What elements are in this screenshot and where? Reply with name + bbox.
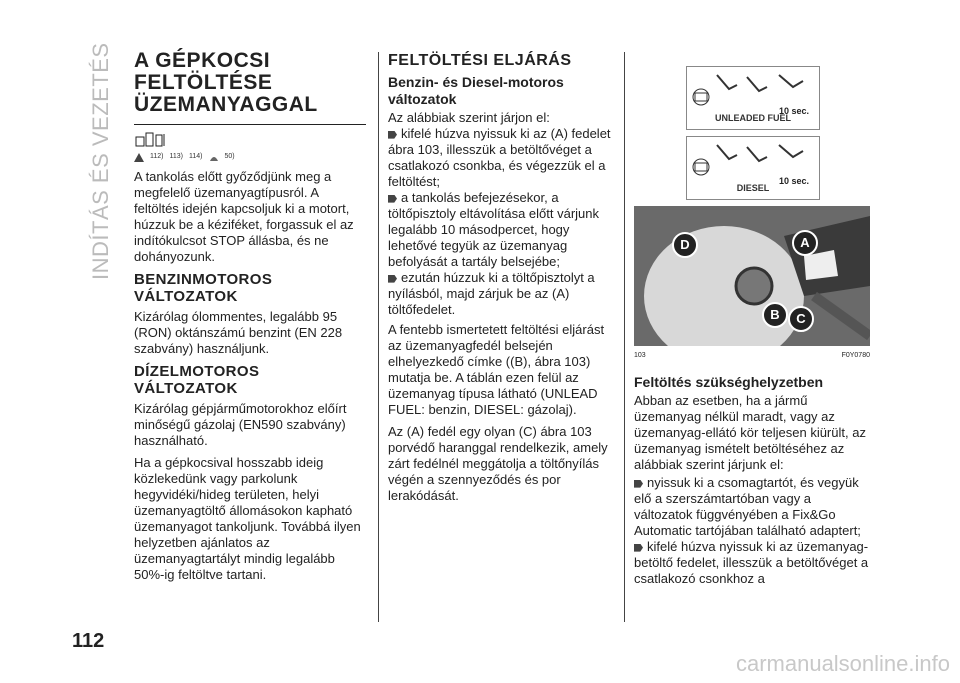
- intro-text: A tankolás előtt győződjünk meg a megfelelő üzemanyagtípusról. A feltöltés idején kapcsoljuk ki a motort, húzzuk be a kéziféket, forgassuk el az indítókulcsot STOP állásba, és ne dohányozunk.: [134, 169, 354, 264]
- section-side-title: INDÍTÁS ÉS VEZETÉS: [88, 42, 113, 280]
- callout-d: D: [672, 232, 698, 258]
- emergency-heading: Feltöltés szükséghelyzetben: [634, 374, 824, 390]
- environment-icon: [209, 153, 219, 162]
- diesel-label-figure: [686, 136, 820, 200]
- diesel-text: Kizárólag gépjárműmotorokhoz előírt minőségű gázolaj (EN590 szabvány) használható.: [134, 401, 347, 448]
- callout-a: A: [792, 230, 818, 256]
- diesel-text-2: Ha a gépkocsival hosszabb ideig közlekedünk vagy parkolunk hegyvidéki/hideg területen, helyi üzemanyagtöltő állomásokon kapható üzemanyagot tankoljunk. Továbbá ilyen helyzetben ajánlatos az üzemanyagtartályt mindig legalább 50%-ig feltöltve tartani.: [134, 455, 361, 582]
- refuel-heading: FELTÖLTÉSI ELJÁRÁS: [388, 52, 572, 69]
- column-3: [634, 66, 870, 587]
- callout-c: C: [788, 306, 814, 332]
- unleaded-fuel-label: UNLEADED FUEL: [715, 113, 791, 123]
- column-2: [388, 50, 614, 510]
- warning-icons: [134, 131, 366, 147]
- unleaded-fuel-label-figure: [686, 66, 820, 130]
- emergency-text: Abban az esetben, ha a jármű üzemanyag nélkül maradt, vagy az üzemanyag-ellátó kör teljesen kiürült, az üzemanyag ismételt betöltéséhez az alábbiak szerint járjunk el:: [634, 393, 866, 472]
- diesel-heading: DÍZELMOTOROS VÁLTOZATOK: [134, 363, 260, 397]
- refuel-para-1: A fentebb ismertetett feltöltési eljárást az üzemanyagfedél belsején elhelyezkedő címke ((B), ábra 103) mutatja be. A táblán ezen felül az üzemanyag típusa látható (UNLEAD FUEL: benzin, DIESEL: gázolaj).: [388, 322, 605, 417]
- benzin-heading: BENZINMOTOROS VÁLTOZATOK: [134, 271, 273, 305]
- figure-caption: 103 F0Y0780: [634, 352, 870, 359]
- warning-triangle-icon: [134, 153, 144, 162]
- diesel-label: DIESEL: [736, 183, 770, 193]
- refuel-subheading: Benzin- és Diesel-motoros változatok: [388, 74, 564, 107]
- bullet-icon: [634, 480, 643, 488]
- section-title: A GÉPKOCSI FELTÖLTÉSE ÜZEMANYAGGAL: [134, 49, 318, 116]
- column-divider: [378, 52, 379, 622]
- refuel-para-2: Az (A) fedél egy olyan (C) ábra 103 porvédő haranggal rendelkezik, amely zárt fedélnél meggátolja a töltőnyílás végén a szennyeződés és por lerakódását.: [388, 424, 608, 503]
- wait-time-text: 10 sec.: [779, 106, 810, 116]
- bullet-item: nyissuk ki a csomagtartót, és vegyük elő a szerszámtartóban vagy a változatok függvényében a Fix&Go Automatic tartójában található adaptert;: [634, 475, 861, 538]
- wait-time-text: 10 sec.: [779, 176, 810, 186]
- column-divider: [624, 52, 625, 622]
- watermark: carmanualsonline.info: [735, 651, 950, 676]
- bullet-icon: [634, 544, 643, 552]
- bullet-item: ezután húzzuk ki a töltőpisztolyt a nyílásból, majd zárjuk be az (A) töltőfedelet.: [388, 270, 595, 317]
- bullet-item: kifelé húzva nyissuk ki az (A) fedelet ábra 103, illesszük a betöltővéget a csatlakozó csonkba, és végezzük el a feltöltést;: [388, 126, 611, 189]
- bullet-icon: [388, 195, 397, 203]
- bullet-icon: [388, 131, 397, 139]
- references: 112) 113) 114) 50): [134, 149, 366, 165]
- bullet-item: a tankolás befejezésekor, a töltőpisztoly eltávolítása előtt várjunk legalább 10 másodpercet, hogy lehetővé tegyük az üzemanyag befolyását a tartály belsejébe;: [388, 190, 599, 269]
- refuel-lead: Az alábbiak szerint járjon el:: [388, 110, 550, 125]
- bullet-item: kifelé húzva nyissuk ki az üzemanyag-betöltő fedelet, illesszük a betöltővéget a csatlakozó csonkhoz a: [634, 539, 869, 586]
- page-number: 112: [72, 630, 105, 652]
- fuel-pump-icon: [134, 131, 194, 147]
- title-rule: [134, 124, 366, 125]
- benzin-text: Kizárólag ólommentes, legalább 95 (RON) oktánszámú benzint (EN 228 szabvány) használjunk.: [134, 309, 343, 356]
- column-1: [134, 50, 366, 589]
- fuel-door-photo: [634, 206, 870, 346]
- callout-b: B: [762, 302, 788, 328]
- bullet-icon: [388, 275, 397, 283]
